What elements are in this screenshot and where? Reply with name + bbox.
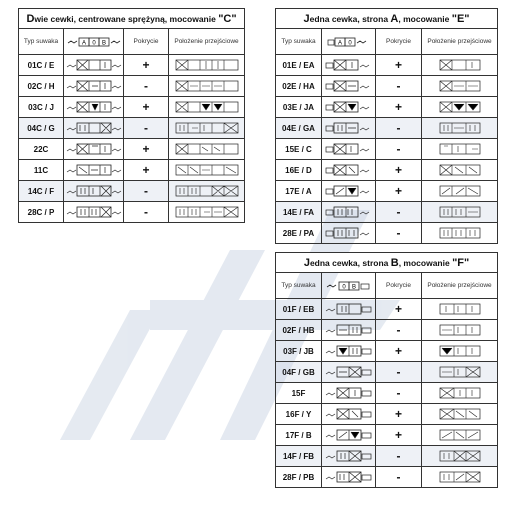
table-row: 03E / JA + — [276, 97, 498, 118]
transition-symbol-icon — [422, 404, 498, 425]
table-row: 17E / A + — [276, 181, 498, 202]
valve-symbol-icon — [322, 446, 376, 467]
table-row: 15F - — [276, 383, 498, 404]
table-row: 16F / Y + — [276, 404, 498, 425]
transition-symbol-icon — [422, 320, 498, 341]
valve-symbol-icon — [322, 118, 376, 139]
valve-symbol-icon — [322, 202, 376, 223]
valve-symbol-icon — [322, 341, 376, 362]
valve-header-icon — [66, 34, 122, 50]
svg-text:0: 0 — [91, 40, 96, 46]
transition-symbol-icon — [422, 118, 498, 139]
valve-symbol-icon — [322, 160, 376, 181]
svg-text:A: A — [81, 40, 86, 46]
table-row: 28C / P - — [19, 202, 245, 223]
valve-header-icon — [325, 278, 373, 294]
table-row: 01E / EA + — [276, 55, 498, 76]
valve-symbol-icon — [64, 76, 124, 97]
transition-symbol-icon — [422, 223, 498, 244]
valve-symbol-icon — [64, 181, 124, 202]
valve-symbol-icon — [64, 160, 124, 181]
table-f: Jedna cewka, strona B, mocowanie "F" Typ suwaka 0 B Pokrycie Położenie przejściowe 01F / EB + 02F / HB - 03F / JB + 04F / GB - 15F - 16F / Y + 17F / B + 14F / FB - 28F / PB - — [275, 252, 498, 488]
valve-symbol-icon — [322, 383, 376, 404]
transition-symbol-icon — [422, 160, 498, 181]
transition-symbol-icon — [169, 181, 245, 202]
svg-text:0: 0 — [341, 284, 346, 290]
table-row: 02F / HB - — [276, 320, 498, 341]
transition-symbol-icon — [169, 118, 245, 139]
valve-symbol-icon — [322, 181, 376, 202]
valve-symbol-icon — [64, 139, 124, 160]
table-row: 04F / GB - — [276, 362, 498, 383]
valve-symbol-icon — [64, 97, 124, 118]
valve-symbol-icon — [322, 139, 376, 160]
table-row: 14C / F - — [19, 181, 245, 202]
transition-symbol-icon — [422, 425, 498, 446]
transition-symbol-icon — [169, 160, 245, 181]
table-row: 15E / C - — [276, 139, 498, 160]
transition-symbol-icon — [422, 299, 498, 320]
table-row: 14F / FB - — [276, 446, 498, 467]
transition-symbol-icon — [169, 97, 245, 118]
valve-header-icon — [325, 34, 373, 50]
table-e-body — [276, 55, 498, 244]
table-row: 28F / PB - — [276, 467, 498, 488]
svg-text:0: 0 — [347, 40, 352, 46]
table-f-body — [276, 299, 498, 488]
table-row: 04C / G - — [19, 118, 245, 139]
valve-symbol-icon — [64, 202, 124, 223]
header-symbol — [322, 29, 376, 55]
valve-symbol-icon — [322, 467, 376, 488]
transition-symbol-icon — [422, 467, 498, 488]
header-symbol — [322, 273, 376, 299]
transition-symbol-icon — [422, 139, 498, 160]
table-c-body — [19, 55, 245, 223]
svg-text:A: A — [337, 40, 342, 46]
transition-symbol-icon — [422, 446, 498, 467]
transition-symbol-icon — [169, 139, 245, 160]
transition-symbol-icon — [422, 202, 498, 223]
table-row: 28E / PA - — [276, 223, 498, 244]
table-row: 04E / GA - — [276, 118, 498, 139]
svg-text:B: B — [351, 284, 356, 290]
transition-symbol-icon — [422, 181, 498, 202]
table-row: 17F / B + — [276, 425, 498, 446]
table-row: 16E / D + — [276, 160, 498, 181]
table-row: 22C + — [19, 139, 245, 160]
transition-symbol-icon — [169, 76, 245, 97]
transition-symbol-icon — [422, 97, 498, 118]
col-polozenie: Położenie przejściowe — [169, 29, 245, 55]
valve-symbol-icon — [322, 299, 376, 320]
valve-symbol-icon — [322, 425, 376, 446]
transition-symbol-icon — [422, 76, 498, 97]
valve-symbol-icon — [64, 118, 124, 139]
svg-text:B: B — [101, 40, 106, 46]
table-c-title: Dwie cewki, centrowane sprężyną, mocowanie "C" — [19, 9, 245, 29]
valve-symbol-icon — [322, 404, 376, 425]
col-typ: Typ suwaka — [19, 29, 64, 55]
table-row: 03F / JB + — [276, 341, 498, 362]
transition-symbol-icon — [169, 202, 245, 223]
header-symbol — [64, 29, 124, 55]
col-pokrycie: Pokrycie — [124, 29, 169, 55]
valve-symbol-icon — [322, 97, 376, 118]
valve-symbol-icon — [322, 223, 376, 244]
table-row: 02E / HA - — [276, 76, 498, 97]
transition-symbol-icon — [169, 55, 245, 76]
transition-symbol-icon — [422, 362, 498, 383]
table-row: 02C / H - — [19, 76, 245, 97]
table-row: 01F / EB + — [276, 299, 498, 320]
table-e: Jedna cewka, strona A, mocowanie "E" Typ suwaka A 0 Pokrycie Położenie przejściowe 01E / EA + 02E / HA - 03E / JA + 04E / GA - 15E / C - 16E / D + 17E / A + 14E / FA - 28E / PA - — [275, 8, 498, 244]
valve-symbol-icon — [322, 320, 376, 341]
transition-symbol-icon — [422, 341, 498, 362]
table-f-title: Jedna cewka, strona B, mocowanie "F" — [276, 253, 498, 273]
table-row: 01C / E + — [19, 55, 245, 76]
transition-symbol-icon — [422, 55, 498, 76]
transition-symbol-icon — [422, 383, 498, 404]
valve-symbol-icon — [322, 362, 376, 383]
table-row: 14E / FA - — [276, 202, 498, 223]
table-e-title: Jedna cewka, strona A, mocowanie "E" — [276, 9, 498, 29]
table-row: 11C + — [19, 160, 245, 181]
valve-symbol-icon — [64, 55, 124, 76]
table-c — [18, 8, 245, 223]
valve-symbol-icon — [322, 55, 376, 76]
valve-symbol-icon — [322, 76, 376, 97]
table-row: 03C / J + — [19, 97, 245, 118]
